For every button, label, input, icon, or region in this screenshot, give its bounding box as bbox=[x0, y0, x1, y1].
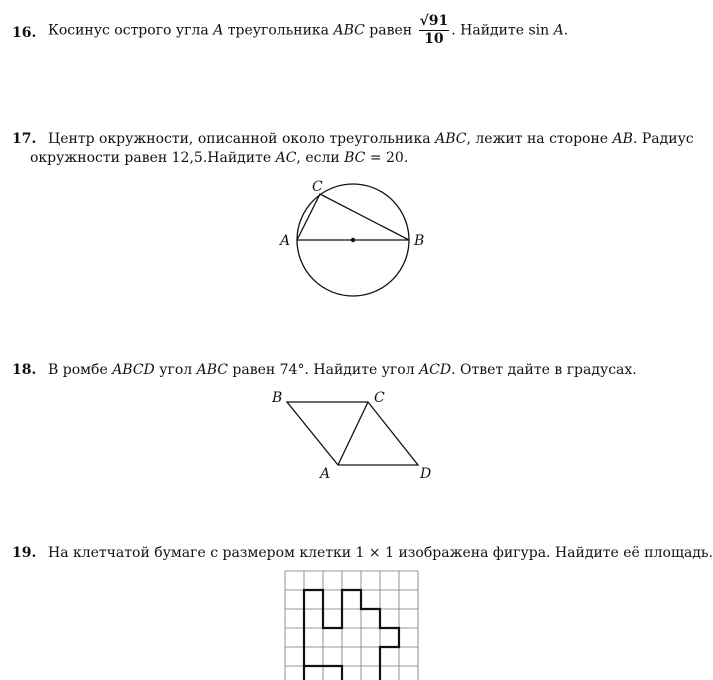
label-a: A bbox=[280, 233, 291, 249]
problem-18-text bbox=[48, 362, 637, 378]
var: ACD bbox=[419, 362, 452, 378]
var: ABCD bbox=[112, 362, 155, 378]
problem-16-text bbox=[48, 13, 568, 48]
label-c: C bbox=[374, 390, 385, 406]
text: окружности равен 12,5.Найдите bbox=[30, 150, 276, 166]
problem-19-text: На клетчатой бумаге с размером клетки 1 × 1 изображена фигура. Найдите её площадь. bbox=[48, 545, 713, 561]
problem-18-number: 18. bbox=[12, 362, 37, 378]
text: В ромбе bbox=[48, 362, 113, 378]
label-a: A bbox=[320, 466, 331, 482]
label-c: C bbox=[312, 179, 323, 195]
text: равен 74°. Найдите угол bbox=[227, 362, 420, 378]
text: , если bbox=[296, 150, 345, 166]
problem-17-line2 bbox=[30, 150, 408, 166]
denominator: 10 bbox=[424, 31, 444, 47]
grid-figure bbox=[284, 570, 420, 680]
label-b: B bbox=[414, 233, 425, 249]
text: треугольника bbox=[223, 22, 334, 39]
text: . Радиус bbox=[632, 131, 694, 147]
var: AB bbox=[612, 131, 633, 147]
problem-17-number: 17. bbox=[12, 131, 37, 147]
rhombus-figure bbox=[265, 388, 440, 483]
text: . Найдите sin bbox=[451, 22, 554, 39]
problem-17-line1 bbox=[48, 131, 694, 147]
text: , лежит на стороне bbox=[466, 131, 613, 147]
center-point bbox=[351, 238, 355, 242]
numerator: √91 bbox=[419, 13, 449, 29]
var: ABC bbox=[333, 22, 365, 39]
text: угол bbox=[154, 362, 197, 378]
label-b: B bbox=[272, 390, 283, 406]
text: . Ответ дайте в градусах. bbox=[451, 362, 637, 378]
text: равен bbox=[364, 22, 417, 39]
var: AC bbox=[275, 150, 297, 166]
label-d: D bbox=[420, 466, 432, 482]
fraction bbox=[419, 13, 450, 48]
problem-16-number: 16. bbox=[12, 25, 37, 41]
var: ABC bbox=[435, 131, 467, 147]
problem-19-number: 19. bbox=[12, 545, 37, 561]
text: Косинус острого угла bbox=[48, 22, 214, 39]
diagonal-ac bbox=[338, 402, 368, 465]
circle-triangle-figure bbox=[270, 175, 440, 300]
var: BC bbox=[344, 150, 366, 166]
text: = 20. bbox=[365, 150, 409, 166]
var: A bbox=[553, 22, 564, 39]
var: A bbox=[213, 22, 224, 39]
var: ABC bbox=[196, 362, 228, 378]
text: Центр окружности, описанной около треугольника bbox=[48, 131, 436, 147]
text: . bbox=[563, 22, 569, 39]
